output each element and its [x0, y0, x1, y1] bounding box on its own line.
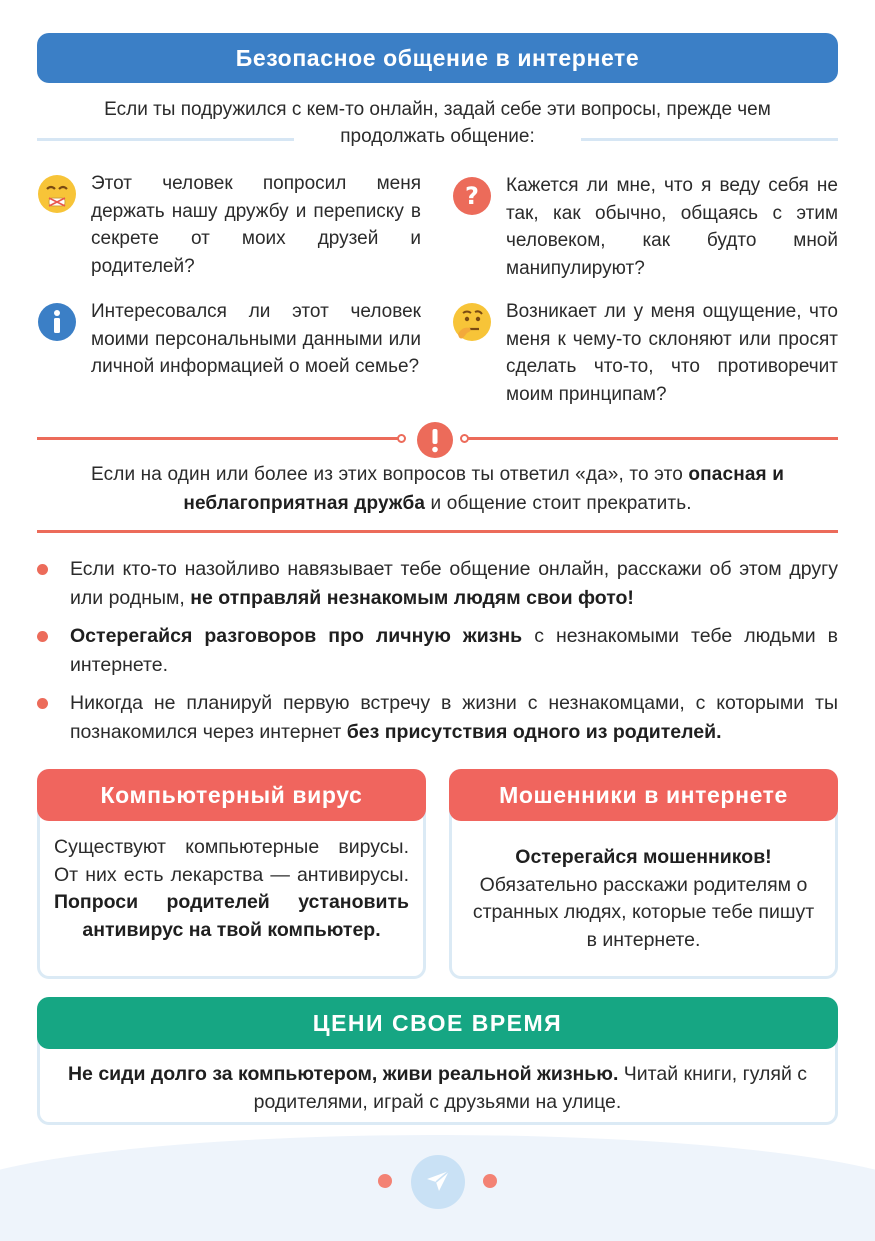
warning-text	[37, 460, 838, 518]
warning-text-bold: опасная и неблагоприятная дружба	[183, 464, 785, 514]
question-item	[37, 170, 421, 280]
question-item	[37, 298, 421, 381]
question-text: Возникает ли у меня ощущение, что меня к чему-то склоняют или просят сделать что-то, что противоречит моим принципам?	[506, 301, 838, 405]
fraud-card-title: Мошенники в интернете	[449, 769, 838, 821]
virus-card-text: Существуют компьютерные вирусы. От них есть лекарства — антивирусы.	[54, 836, 409, 886]
warning-text-part1: Если на один или более из этих вопросов ты ответил «да», то это	[90, 464, 689, 485]
intro-line-1: Если ты подружился с кем-то онлайн, задай себе эти вопросы, прежде чем	[104, 99, 771, 120]
page	[37, 33, 838, 1125]
tips-list	[37, 555, 838, 747]
footer-dot-right	[483, 1174, 497, 1188]
bullet-bold: не отправляй незнакомым людям свои фото!	[190, 587, 634, 609]
warning-divider	[37, 418, 838, 460]
info-cards	[37, 769, 838, 979]
bullet-dot	[37, 564, 48, 575]
question-mark-icon	[452, 176, 492, 216]
warning-rule	[37, 530, 838, 533]
info-icon	[37, 302, 77, 342]
question-item	[452, 172, 838, 282]
bullet-text: Если кто-то назойливо навязывает тебе общение онлайн, расскажи об этом другу или родным,	[70, 558, 838, 609]
question-item	[452, 298, 838, 408]
bullet-dot	[37, 698, 48, 709]
question-text: Кажется ли мне, что я веду себя не так, как обычно, общаясь с этим человеком, как будто мной манипулируют?	[506, 175, 838, 279]
virus-card-title: Компьютерный вирус	[37, 769, 426, 821]
time-card-body	[60, 1060, 815, 1116]
question-text: Интересовался ли этот человек моими персональными данными или личной информацией о моей семье?	[91, 301, 421, 377]
virus-card-body	[54, 834, 409, 944]
intro-rule-right	[581, 138, 838, 141]
bullet-bold: Остерегайся разговоров про личную жизнь	[70, 625, 523, 647]
bullet-bold: без присутствия одного из родителей.	[346, 721, 722, 743]
list-item	[37, 689, 838, 747]
time-card	[37, 997, 838, 1125]
footer-dot-left	[378, 1174, 392, 1188]
fraud-card	[449, 769, 838, 979]
footer-badge	[411, 1155, 465, 1209]
virus-card	[37, 769, 426, 979]
exclamation-icon	[416, 421, 454, 459]
question-text: Этот человек попросил меня держать нашу дружбу и переписку в секрете от моих друзей и родителей?	[91, 173, 421, 277]
divider-dot-left	[397, 434, 406, 443]
page-title: Безопасное общение в интернете	[37, 33, 838, 83]
intro-text	[37, 96, 838, 150]
virus-card-bold: Попроси родителей установить антивирус на твой компьютер.	[54, 891, 409, 941]
footer	[0, 1155, 875, 1209]
list-item	[37, 555, 838, 613]
divider-line-left	[37, 437, 401, 440]
divider-line-right	[467, 437, 838, 440]
fraud-card-text: Обязательно расскажи родителям о странных людях, которые тебе пишут в интернете.	[472, 873, 815, 951]
time-card-text: Читай книги, гуляй с родителями, играй с друзьями на улице.	[253, 1063, 808, 1113]
svg-text:?: ?	[465, 182, 479, 210]
secret-face-icon	[37, 174, 77, 214]
warning-text-part2: и общение стоит прекратить.	[425, 493, 692, 514]
fraud-card-bold: Остерегайся мошенников!	[515, 846, 772, 868]
paper-plane-icon	[423, 1167, 453, 1197]
intro-line-2: продолжать общение:	[340, 126, 535, 147]
intro-rule-left	[37, 138, 294, 141]
fraud-card-body	[466, 844, 821, 954]
thinking-face-icon	[452, 302, 492, 342]
questions-grid	[37, 170, 838, 410]
bullet-dot	[37, 631, 48, 642]
time-card-title: ЦЕНИ СВОЕ ВРЕМЯ	[37, 997, 838, 1049]
time-card-bold: Не сиди долго за компьютером, живи реальной жизнью.	[67, 1063, 619, 1085]
list-item	[37, 622, 838, 680]
bullet-text: с незнакомыми тебе людьми в интернете.	[70, 625, 838, 676]
bullet-text: Никогда не планируй первую встречу в жизни с незнакомцами, с которыми ты познакомился через интернет	[70, 692, 838, 743]
